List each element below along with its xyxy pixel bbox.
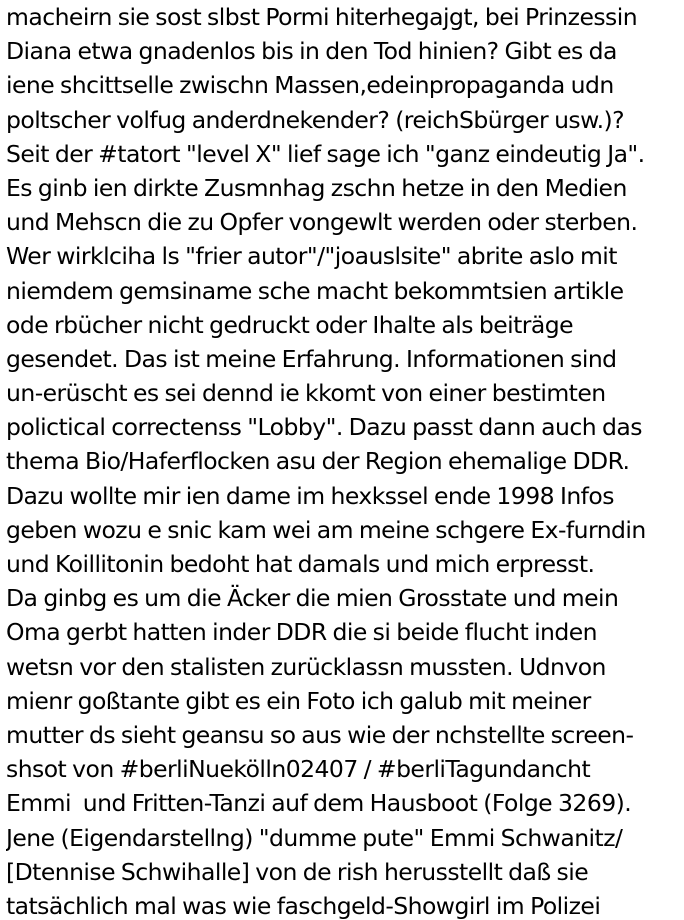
text-line: gesendet. Das ist meine Erfahrung. Informationen sind bbox=[6, 344, 617, 373]
text-line: tatsächlich mal was wie faschgeld-Showgirl im Polizei bbox=[6, 891, 601, 920]
document-page bbox=[6, 0, 684, 920]
text-line: und Mehscn die zu Opfer vongewlt werden oder sterben. bbox=[6, 208, 638, 237]
text-line: Seit der #tatort "level X" lief sage ich "ganz eindeutig Ja". bbox=[6, 139, 645, 168]
text-line: geben wozu e snic kam wei am meine schgere Ex-furndin bbox=[6, 515, 646, 544]
text-line: und Koillitonin bedoht hat damals und mich erpresst. bbox=[6, 550, 595, 578]
text-line: mutter ds sieht geansu so aus wie der nchstellte screen- bbox=[6, 720, 634, 749]
text-line: un-erüscht es sei dennd ie kkomt von einer bestimten bbox=[6, 379, 606, 408]
text-line: Wer wirklciha ls "frier autor"/"joauslsite" abrite aslo mit bbox=[6, 242, 617, 271]
text-line: polictical correctenss "Lobby". Dazu passt dann auch das bbox=[6, 413, 642, 442]
text-line: Diana etwa gnadenlos bis in den Tod hinien? Gibt es da bbox=[6, 37, 617, 66]
text-line: Dazu wollte mir ien dame im hexkssel ende 1998 Infos bbox=[6, 481, 614, 510]
text-line: niemdem gemsiname sche macht bekommtsien artikle bbox=[6, 276, 624, 305]
text-line: poltscher volfug anderdnekender? (reichSbürger usw.)? bbox=[6, 105, 625, 134]
text-line: mienr goßtante gibt es ein Foto ich galub mit meiner bbox=[6, 686, 591, 715]
text-line: Da ginbg es um die Äcker die mien Grosstate und mein bbox=[6, 584, 619, 613]
text-line: iene shcittselle zwischn Massen,edeinpropaganda udn bbox=[6, 71, 614, 100]
text-line: Emmi und Fritten-Tanzi auf dem Hausboot (Folge 3269). bbox=[6, 789, 632, 818]
text-line: Oma gerbt hatten inder DDR die si beide flucht inden bbox=[6, 618, 598, 647]
text-line: ode rbücher nicht gedruckt oder Ihalte als beiträge bbox=[6, 310, 574, 339]
text-line: [Dtennise Schwihalle] von de rish herusstellt daß sie bbox=[6, 857, 589, 886]
text-line: Es ginb ien dirkte Zusmnhag zschn hetze in den Medien bbox=[6, 173, 627, 202]
text-line: macheirn sie sost slbst Pormi hiterhegajgt, bei Prinzessin bbox=[6, 3, 638, 31]
text-line: thema Bio/Haferflocken asu der Region ehemalige DDR. bbox=[6, 447, 630, 476]
text-line: shsot von #berliNuekölln02407 / #berliTagundancht bbox=[6, 755, 591, 784]
text-line: wetsn vor den stalisten zurücklassn mussten. Udnvon bbox=[6, 652, 606, 681]
text-line: Jene (Eigendarstellng) "dumme pute" Emmi Schwanitz/ bbox=[6, 823, 623, 852]
